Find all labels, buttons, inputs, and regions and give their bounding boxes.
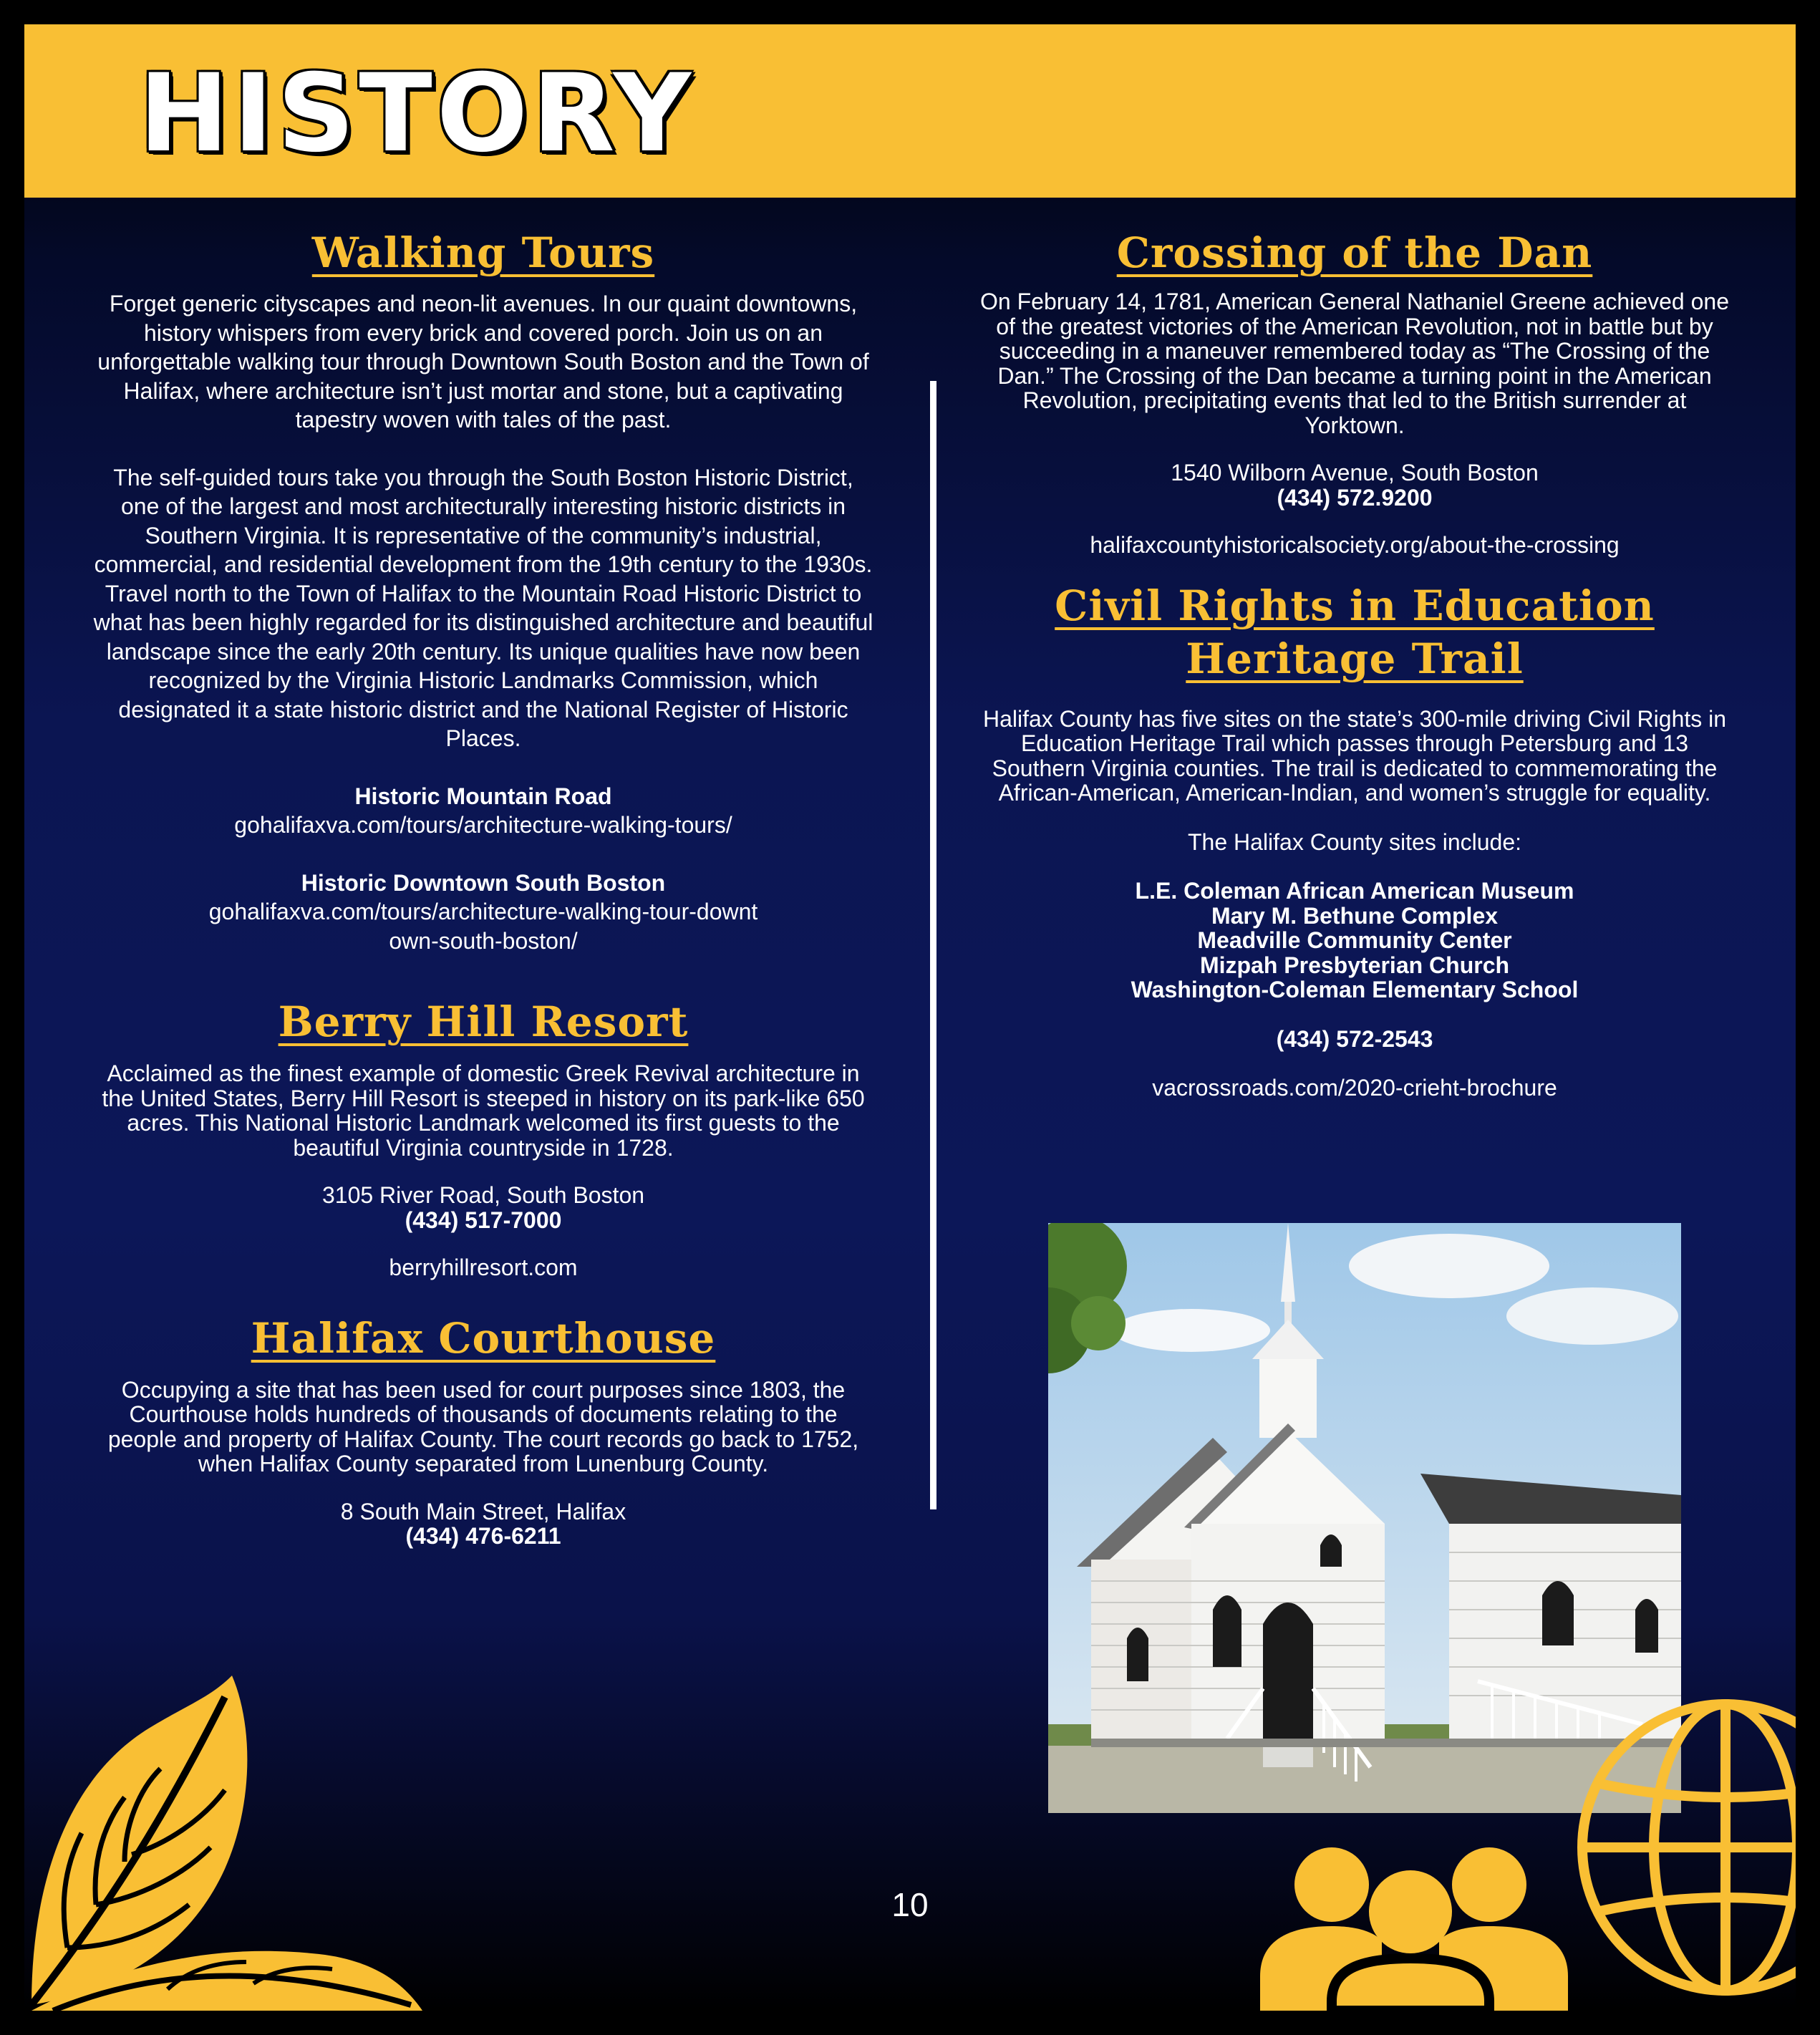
civil-rights-phone: (434) 572-2543	[1276, 1025, 1433, 1052]
globe-icon	[1546, 1697, 1796, 2011]
civil-rights-sites-intro: The Halifax County sites include:	[1188, 828, 1521, 855]
courthouse-title: Halifax Courthouse	[251, 1313, 716, 1363]
header-banner	[24, 24, 1796, 198]
column-divider	[930, 381, 936, 1509]
berry-hill-description: Acclaimed as the finest example of domestic Greek Revival architecture in the United States, Berry Hill Resort is steeped in history on its park-like 650 acres. This National Historic Landmark welcomed its first guests to the beautiful Virginia countryside in 1728.	[102, 1060, 865, 1161]
civil-rights-description: Halifax County has five sites on the state’s 300-mile driving Civil Rights in Education Heritage Trail which passes through Petersburg and 13 Southern Virginia counties. The trail is dedicated to commemorating the African-American, American-Indian, and women’s struggle for equality.	[982, 705, 1727, 806]
list-item: Meadville Community Center	[1197, 927, 1512, 953]
civil-rights-site-list	[975, 879, 1734, 1002]
civil-rights-title-line1: Civil Rights in Education	[1055, 581, 1655, 630]
crossing-title: Crossing of the Dan	[1116, 228, 1593, 277]
berry-hill-address: 3105 River Road, South Boston	[321, 1182, 645, 1208]
crossing-website[interactable]: halifaxcountyhistoricalsociety.org/about-the-crossing	[1090, 532, 1620, 558]
mountain-road-link[interactable]: gohalifaxva.com/tours/architecture-walking-tours/	[234, 812, 732, 838]
civil-rights-title-line2: Heritage Trail	[1186, 634, 1524, 683]
civil-rights-title	[975, 579, 1734, 685]
downtown-south-boston-link[interactable]: gohalifaxva.com/tours/architecture-walking-tour-downtown-south-boston/	[208, 899, 758, 954]
courthouse-address: 8 South Main Street, Halifax	[340, 1498, 626, 1524]
page-number: 10	[891, 1886, 929, 1923]
crossing-address: 1540 Wilborn Avenue, South Boston	[1171, 460, 1539, 485]
right-column	[975, 226, 1734, 1101]
list-item: L.E. Coleman African American Museum	[1135, 878, 1574, 904]
list-item: Mizpah Presbyterian Church	[1199, 952, 1510, 978]
walking-tours-intro: Forget generic cityscapes and neon-lit avenues. In our quaint downtowns, history whispers from every brick and covered porch. Join us on an unforgettable walking tour through Downtown South Boston and the Town of Halifax, where architecture isn’t just mortar and stone, but a captivating tapestry woven with tales of the past.	[97, 291, 869, 432]
left-column	[93, 226, 873, 1549]
courthouse-description: Occupying a site that has been used for court purposes since 1803, the Courthouse holds hundreds of thousands of documents relating to the people and property of Halifax County. The court records go back to 1752, when Halifax County separated from Lunenburg County.	[107, 1376, 859, 1476]
walking-tours-title: Walking Tours	[311, 228, 655, 277]
walking-tours-details: The self-guided tours take you through the South Boston Historic District, one of the largest and most architecturally interesting historic districts in Southern Virginia. It is representative of the community’s industrial, commercial, and residential development from the 19th century to the 1930s. Travel north to the Town of Halifax to the Mountain Road Historic District to what has been highly regarded for its distinguished architecture and beautiful landscape since the early 20th century. Its unique qualities have now been recognized by the Virginia Historic Landmarks Commission, which designated it a state historic district and the National Register of Historic Places.	[93, 464, 873, 751]
page-title: HISTORY	[139, 52, 696, 176]
berry-hill-website[interactable]: berryhillresort.com	[389, 1255, 578, 1280]
crossing-phone: (434) 572.9200	[1277, 484, 1433, 511]
downtown-south-boston-label: Historic Downtown South Boston	[301, 869, 666, 896]
crossing-description: On February 14, 1781, American General Nathaniel Greene achieved one of the greatest victories of the American Revolution, not in battle but by succeeding in a maneuver remembered today as “The Crossing of the Dan.” The Crossing of the Dan became a turning point in the American Revolution, precipitating events that led to the British surrender at Yorktown.	[980, 289, 1729, 438]
courthouse-phone: (434) 476-6211	[405, 1523, 561, 1549]
berry-hill-title: Berry Hill Resort	[278, 997, 689, 1046]
mountain-road-label: Historic Mountain Road	[354, 783, 612, 809]
leaf-icon	[24, 1668, 425, 2011]
list-item: Washington-Coleman Elementary School	[1131, 977, 1579, 1002]
civil-rights-website[interactable]: vacrossroads.com/2020-crieht-brochure	[1152, 1075, 1557, 1101]
berry-hill-phone: (434) 517-7000	[405, 1207, 562, 1233]
list-item: Mary M. Bethune Complex	[1211, 902, 1499, 929]
